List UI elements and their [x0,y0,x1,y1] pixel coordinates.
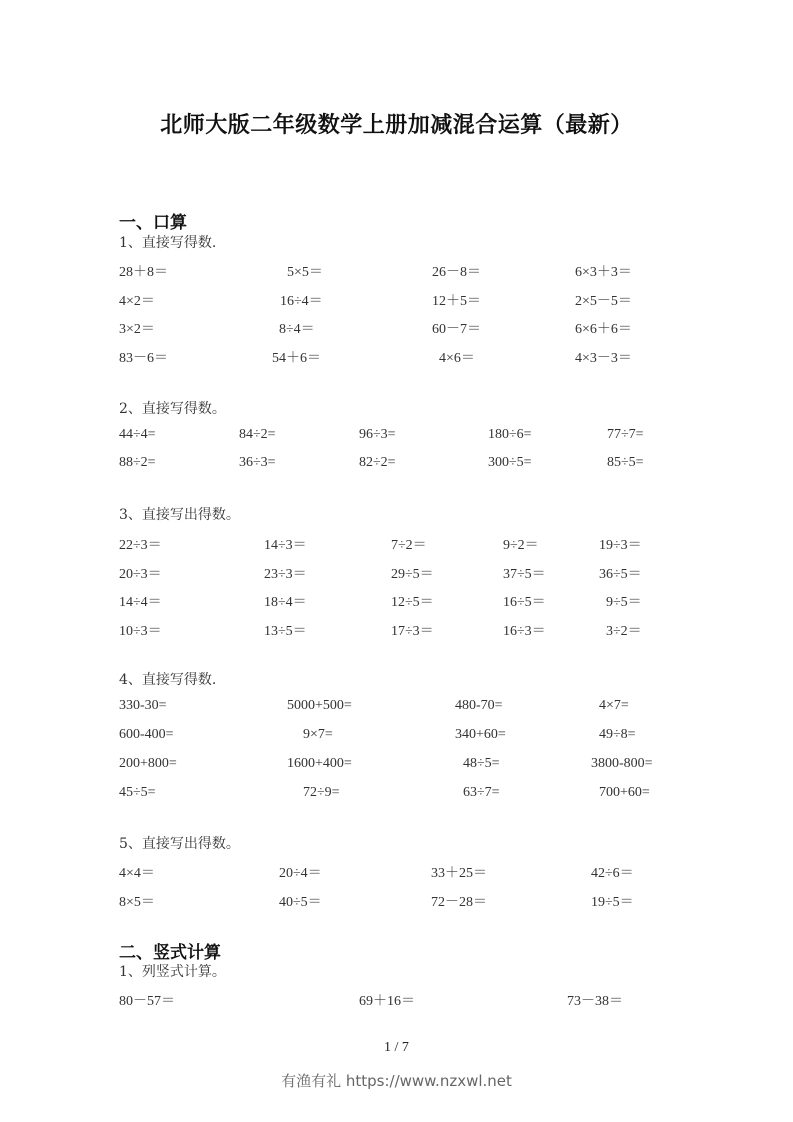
problem: 72－28＝ [431,895,487,910]
problem: 700+60= [599,785,650,800]
exercise-2-instruction: 2、直接写得数。 [119,401,226,417]
problem: 60－7＝ [432,322,481,337]
problem: 69＋16＝ [359,994,415,1009]
problem: 48÷5= [463,756,500,771]
problem: 26－8＝ [432,265,481,280]
problem: 16÷5＝ [503,595,546,610]
problem: 40÷5＝ [279,895,322,910]
problem: 63÷7= [463,785,500,800]
problem: 4×6＝ [439,351,475,366]
problem: 300÷5= [488,455,532,470]
problem: 6×3＋3＝ [575,265,632,280]
problem: 8÷4＝ [279,322,315,337]
problem: 45÷5= [119,785,156,800]
section-heading-vertical-calc: 二、竖式计算 [119,943,221,963]
problem: 14÷4＝ [119,595,162,610]
problem: 20÷3＝ [119,567,162,582]
problem: 1600+400= [287,756,352,771]
problem: 18÷4＝ [264,595,307,610]
problem: 3÷2＝ [606,624,642,639]
problem: 54＋6＝ [272,351,321,366]
document-title: 北师大版二年级数学上册加减混合运算（最新） [160,113,633,138]
footer-watermark: 有渔有礼 https://www.nzxwl.net [281,1072,512,1090]
problem: 19÷3＝ [599,538,642,553]
problem: 29÷5＝ [391,567,434,582]
exercise-1-instruction: 1、直接写得数. [119,235,217,251]
problem: 3×2＝ [119,322,155,337]
problem: 6×6＋6＝ [575,322,632,337]
problem: 12÷5＝ [391,595,434,610]
problem: 80－57＝ [119,994,175,1009]
problem: 2×5－5＝ [575,294,632,309]
problem: 33＋25＝ [431,866,487,881]
problem: 44÷4= [119,427,156,442]
section-heading-oral-calc: 一、口算 [119,213,187,233]
problem: 330-30= [119,698,167,713]
problem: 28＋8＝ [119,265,168,280]
problem: 88÷2= [119,455,156,470]
problem: 23÷3＝ [264,567,307,582]
problem: 36÷3= [239,455,276,470]
problem: 14÷3＝ [264,538,307,553]
exercise-3-instruction: 3、直接写出得数。 [119,507,240,523]
problem: 10÷3＝ [119,624,162,639]
problem: 4×3－3＝ [575,351,632,366]
problem: 7÷2＝ [391,538,427,553]
problem: 5000+500= [287,698,352,713]
problem: 16÷3＝ [503,624,546,639]
problem: 82÷2= [359,455,396,470]
problem: 96÷3= [359,427,396,442]
problem: 19÷5＝ [591,895,634,910]
problem: 49÷8= [599,727,636,742]
problem: 84÷2= [239,427,276,442]
problem: 480-70= [455,698,503,713]
problem: 22÷3＝ [119,538,162,553]
problem: 12＋5＝ [432,294,481,309]
problem: 3800-800= [591,756,653,771]
problem: 9÷2＝ [503,538,539,553]
problem: 180÷6= [488,427,532,442]
problem: 73－38＝ [567,994,623,1009]
problem: 42÷6＝ [591,866,634,881]
exercise-4-instruction: 4、直接写得数. [119,672,217,688]
problem: 200+800= [119,756,177,771]
problem: 4×2＝ [119,294,155,309]
problem: 9×7= [303,727,333,742]
problem: 20÷4＝ [279,866,322,881]
page-number: 1 / 7 [384,1040,409,1055]
exercise-vertical-instruction: 1、列竖式计算。 [119,964,226,980]
problem: 85÷5= [607,455,644,470]
problem: 16÷4＝ [280,294,323,309]
problem: 4×7= [599,698,629,713]
problem: 37÷5＝ [503,567,546,582]
problem: 5×5＝ [287,265,323,280]
exercise-5-instruction: 5、直接写出得数。 [119,836,240,852]
problem: 9÷5＝ [606,595,642,610]
problem: 17÷3＝ [391,624,434,639]
problem: 8×5＝ [119,895,155,910]
problem: 600-400= [119,727,174,742]
problem: 4×4＝ [119,866,155,881]
problem: 83－6＝ [119,351,168,366]
problem: 340+60= [455,727,506,742]
problem: 72÷9= [303,785,340,800]
problem: 13÷5＝ [264,624,307,639]
problem: 36÷5＝ [599,567,642,582]
problem: 77÷7= [607,427,644,442]
